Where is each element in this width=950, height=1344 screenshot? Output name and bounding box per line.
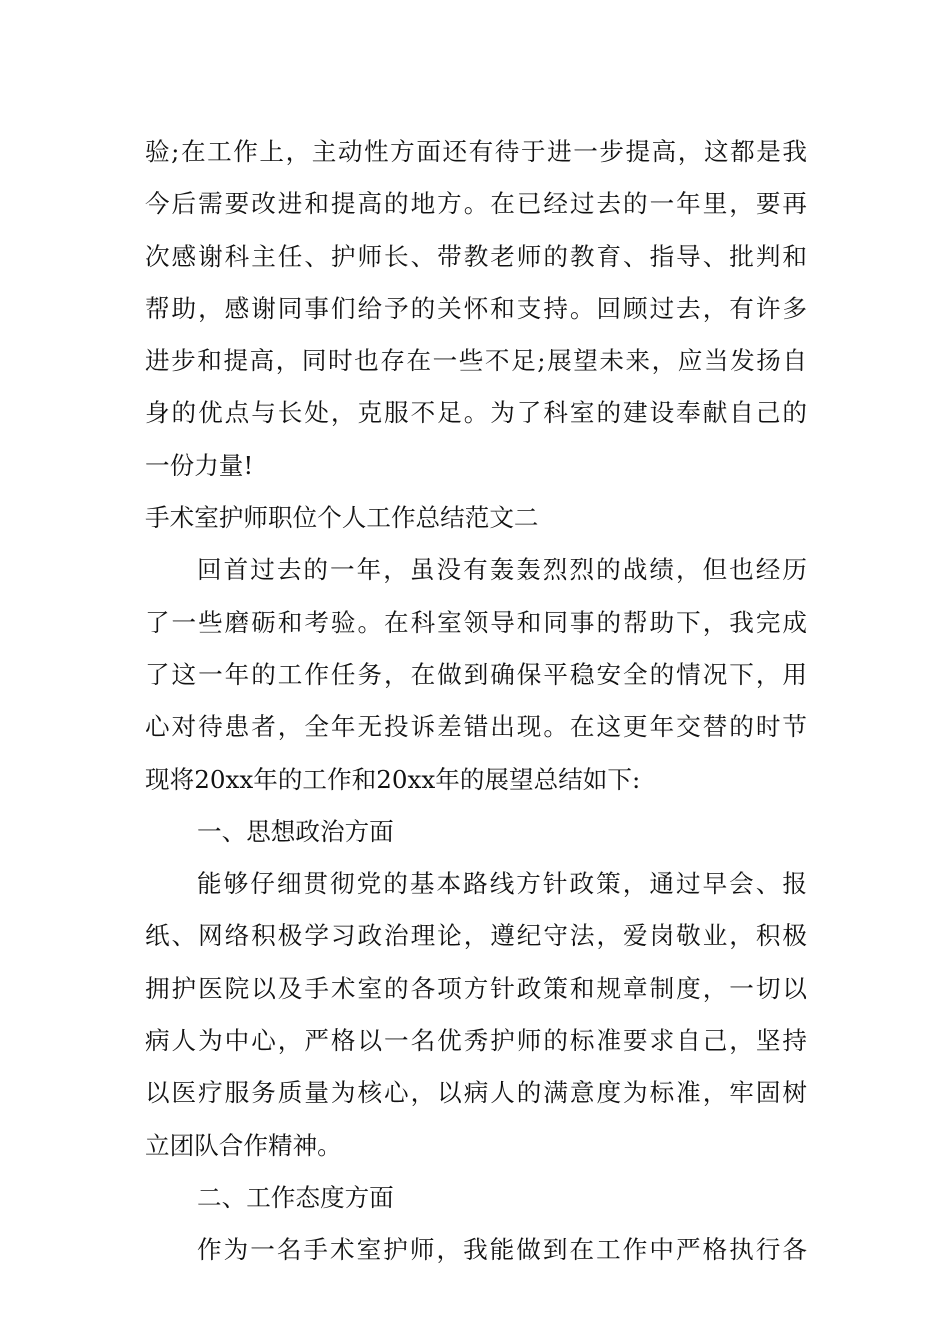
text-line: 一份力量! (145, 450, 254, 480)
paragraph-2 (145, 544, 807, 805)
text-line: 纸、网络积极学习政治理论，遵纪守法，爱岗敬业，积极 (145, 921, 807, 951)
text-line: 作为一名手术室护师，我能做到在工作中严格执行各 (197, 1235, 807, 1265)
text-line: 身的优点与长处，克服不足。为了科室的建设奉献自己的 (145, 398, 807, 428)
text-line: 以医疗服务质量为核心，以病人的满意度为标准，牢固树 (145, 1078, 807, 1108)
document-page (145, 126, 807, 1277)
text-line: 了这一年的工作任务，在做到确保平稳安全的情况下，用 (145, 659, 807, 689)
text-line: 心对待患者，全年无投诉差错出现。在这更年交替的时节 (145, 712, 807, 742)
text-line: 能够仔细贯彻党的基本路线方针政策，通过早会、报 (197, 869, 807, 899)
paragraph-4 (145, 1224, 807, 1276)
paragraph-3 (145, 858, 807, 1172)
section-title: 手术室护师职位个人工作总结范文二 (145, 503, 539, 533)
text-line: 帮助，感谢同事们给予的关怀和支持。回顾过去，有许多 (145, 293, 807, 323)
text-line: 了一些磨砺和考验。在科室领导和同事的帮助下，我完成 (145, 607, 807, 637)
text-line: 现将20xx年的工作和20xx年的展望总结如下: (145, 764, 641, 794)
text-line: 拥护医院以及手术室的各项方针政策和规章制度，一切以 (145, 973, 807, 1003)
section-heading-1: 一、思想政治方面 (197, 816, 394, 846)
text-line: 进步和提高，同时也存在一些不足;展望未来，应当发扬自 (145, 346, 807, 376)
text-line: 立团队合作精神。 (145, 1130, 342, 1160)
text-line: 回首过去的一年，虽没有轰轰烈烈的战绩，但也经历 (197, 555, 807, 585)
text-line: 验;在工作上，主动性方面还有待于进一步提高，这都是我 (145, 137, 807, 166)
text-line: 今后需要改进和提高的地方。在已经过去的一年里，要再 (145, 189, 807, 219)
paragraph-1 (145, 126, 807, 492)
section-heading-2: 二、工作态度方面 (197, 1182, 394, 1212)
text-line: 次感谢科主任、护师长、带教老师的教育、指导、批判和 (145, 241, 807, 271)
text-line: 病人为中心，严格以一名优秀护师的标准要求自己，坚持 (145, 1026, 807, 1056)
